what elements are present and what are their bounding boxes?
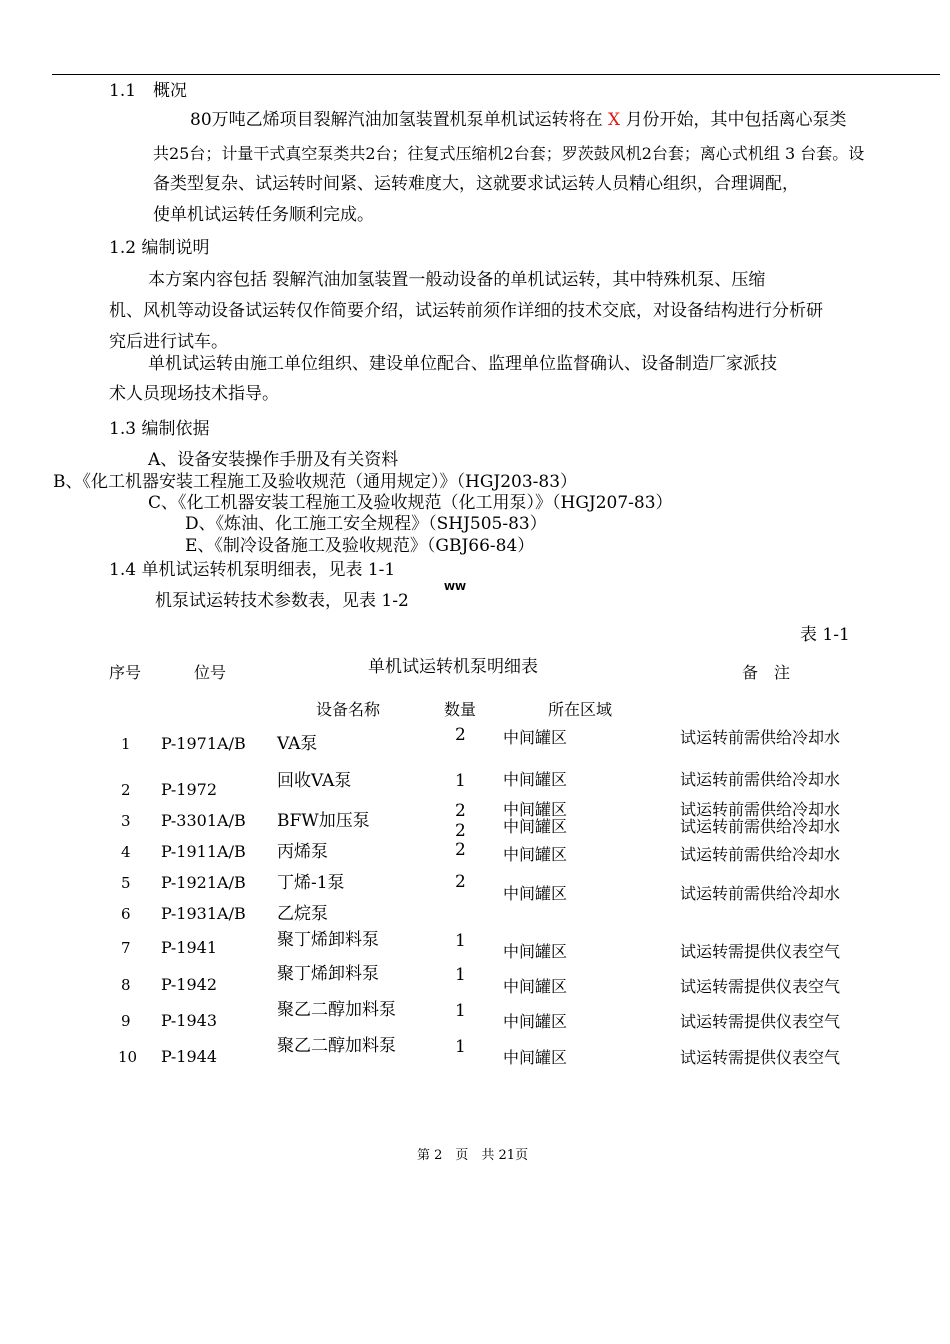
month-placeholder-x: X: [608, 110, 621, 130]
row-6-name: 乙烷泵: [277, 904, 328, 924]
section-1-1-number: 1.1: [109, 81, 137, 101]
row-3-qty: 2: [455, 801, 466, 821]
header-name: 设备名称: [316, 700, 381, 719]
section-1-1-line-3: 备类型复杂、试运转时间紧、运转难度大，这就要求试运转人员精心组织，合理调配，: [153, 174, 799, 194]
row-4-name: 丙烯泵: [277, 842, 328, 862]
row-10-qty: 1: [455, 1037, 466, 1057]
row-3-area-extra: 中间罐区: [503, 817, 568, 836]
row-4-tag: P-1911A/B: [161, 842, 246, 861]
row-2-note: 试运转前需供给冷却水: [680, 770, 841, 789]
row-8-qty: 1: [455, 965, 466, 985]
row-1-tag: P-1971A/B: [161, 734, 246, 753]
line-1-start: 80万吨乙烯项目裂解汽油加氢装置机泵单机试运转将在: [190, 110, 603, 130]
row-5-note: 试运转前需供给冷却水: [680, 884, 841, 903]
row-10-area: 中间罐区: [503, 1048, 568, 1067]
section-1-1-line-4: 使单机试运转任务顺利完成。: [153, 205, 374, 225]
row-7-num: 7: [121, 939, 131, 957]
header-rule: [52, 74, 940, 75]
reference-e: E、《制冷设备施工及验收规范》（GBJ66-84）: [185, 536, 535, 556]
row-5-name: 丁烯-1泵: [277, 873, 345, 893]
section-1-1-line-1: [190, 112, 847, 129]
row-3-name: BFW加压泵: [277, 811, 370, 831]
row-9-area: 中间罐区: [503, 1012, 568, 1031]
reference-a: A、设备安装操作手册及有关资料: [148, 450, 399, 470]
row-10-num: 10: [118, 1048, 138, 1066]
row-1-note: 试运转前需供给冷却水: [680, 728, 841, 747]
page-footer: 第 2 页 共 21页: [417, 1148, 529, 1163]
reference-c: C、《化工机器安装工程施工及验收规范（化工用泵）》（HGJ207-83）: [148, 493, 673, 513]
row-3-num: 3: [121, 812, 131, 830]
row-4-area: 中间罐区: [503, 845, 568, 864]
row-5-qty: 2: [455, 872, 466, 892]
row-3-note-extra: 试运转前需供给冷却水: [680, 817, 841, 836]
row-1-num: 1: [121, 735, 131, 753]
line-1-end: 月份开始，其中包括离心泵类: [625, 110, 847, 130]
row-5-tag: P-1921A/B: [161, 873, 246, 892]
reference-b: B、《化工机器安装工程施工及验收规范（通用规定）》（HGJ203-83）: [53, 472, 578, 492]
row-9-name: 聚乙二醇加料泵: [277, 1000, 396, 1020]
header-qty: 数量: [444, 700, 477, 719]
header-num: 序号: [109, 663, 142, 682]
row-6-tag: P-1931A/B: [161, 904, 246, 923]
row-1-area: 中间罐区: [503, 728, 568, 747]
row-3-tag: P-3301A/B: [161, 811, 246, 830]
row-9-num: 9: [121, 1012, 131, 1030]
row-7-tag: P-1941: [161, 938, 218, 957]
row-2-num: 2: [121, 781, 131, 799]
reference-d: D、《炼油、化工施工安全规程》（SHJ505-83）: [185, 514, 547, 534]
section-1-1-line-2: 共25台；计量干式真空泵类共2台；往复式压缩机2台套；罗茨鼓风机2台套；离心式机组 3 台套。设: [153, 144, 865, 163]
row-7-name: 聚丁烯卸料泵: [277, 930, 379, 950]
row-1-qty: 2: [455, 725, 466, 745]
section-1-2-line-3: 究后进行试车。: [109, 332, 228, 352]
section-1-2-line-5: 术人员现场技术指导。: [109, 384, 279, 404]
row-7-qty: 1: [455, 931, 466, 951]
section-1-1-heading: 概况: [153, 81, 187, 101]
section-1-3-heading: 1.3 编制依据: [109, 419, 210, 439]
row-10-name: 聚乙二醇加料泵: [277, 1036, 396, 1056]
row-8-num: 8: [121, 976, 131, 994]
row-3-area: 中间罐区: [503, 800, 568, 819]
header-tag: 位号: [194, 663, 227, 682]
table-title: 单机试运转机泵明细表: [368, 657, 538, 677]
section-1-2-heading: 1.2 编制说明: [109, 238, 210, 258]
row-5-num: 5: [121, 874, 131, 892]
row-8-note: 试运转需提供仪表空气: [680, 977, 841, 996]
row-3-note: 试运转前需供给冷却水: [680, 800, 841, 819]
row-8-tag: P-1942: [161, 975, 218, 994]
row-5-area: 中间罐区: [503, 884, 568, 903]
row-9-note: 试运转需提供仪表空气: [680, 1012, 841, 1031]
row-7-note: 试运转需提供仪表空气: [680, 942, 841, 961]
section-1-2-line-4: 单机试运转由施工单位组织、建设单位配合、监理单位监督确认、设备制造厂家派技: [148, 354, 777, 374]
row-4-num: 4: [121, 843, 131, 861]
table-label: 表 1-1: [800, 625, 850, 645]
header-note: 备 注: [742, 663, 791, 682]
row-2-tag: P-1972: [161, 780, 218, 799]
row-8-name: 聚丁烯卸料泵: [277, 964, 379, 984]
row-4-note: 试运转前需供给冷却水: [680, 845, 841, 864]
section-1-4-heading: 1.4 单机试运转机泵明细表，见表 1-1: [109, 560, 396, 580]
row-1-name: VA泵: [277, 734, 318, 754]
section-1-2-line-1: 本方案内容包括 裂解汽油加氢装置一般动设备的单机试运转，其中特殊机泵、压缩: [148, 270, 766, 290]
row-3-qty-extra: 2: [455, 821, 466, 841]
section-1-2-line-2: 机、风机等动设备试运转仅作简要介绍，试运转前须作详细的技术交底，对设备结构进行分析研: [109, 301, 823, 321]
row-10-tag: P-1944: [161, 1047, 218, 1066]
row-2-area: 中间罐区: [503, 770, 568, 789]
row-9-tag: P-1943: [161, 1011, 218, 1030]
header-area: 所在区域: [548, 700, 613, 719]
row-9-qty: 1: [455, 1001, 466, 1021]
ww-mark: WW: [444, 582, 467, 593]
row-4-qty: 2: [455, 840, 466, 860]
row-2-name: 回收VA泵: [277, 771, 352, 791]
row-7-area: 中间罐区: [503, 942, 568, 961]
row-6-num: 6: [121, 905, 131, 923]
row-2-qty: 1: [455, 771, 466, 791]
section-1-4-line-2: 机泵试运转技术参数表，见表 1-2: [155, 591, 409, 611]
row-8-area: 中间罐区: [503, 977, 568, 996]
row-10-note: 试运转需提供仪表空气: [680, 1048, 841, 1067]
